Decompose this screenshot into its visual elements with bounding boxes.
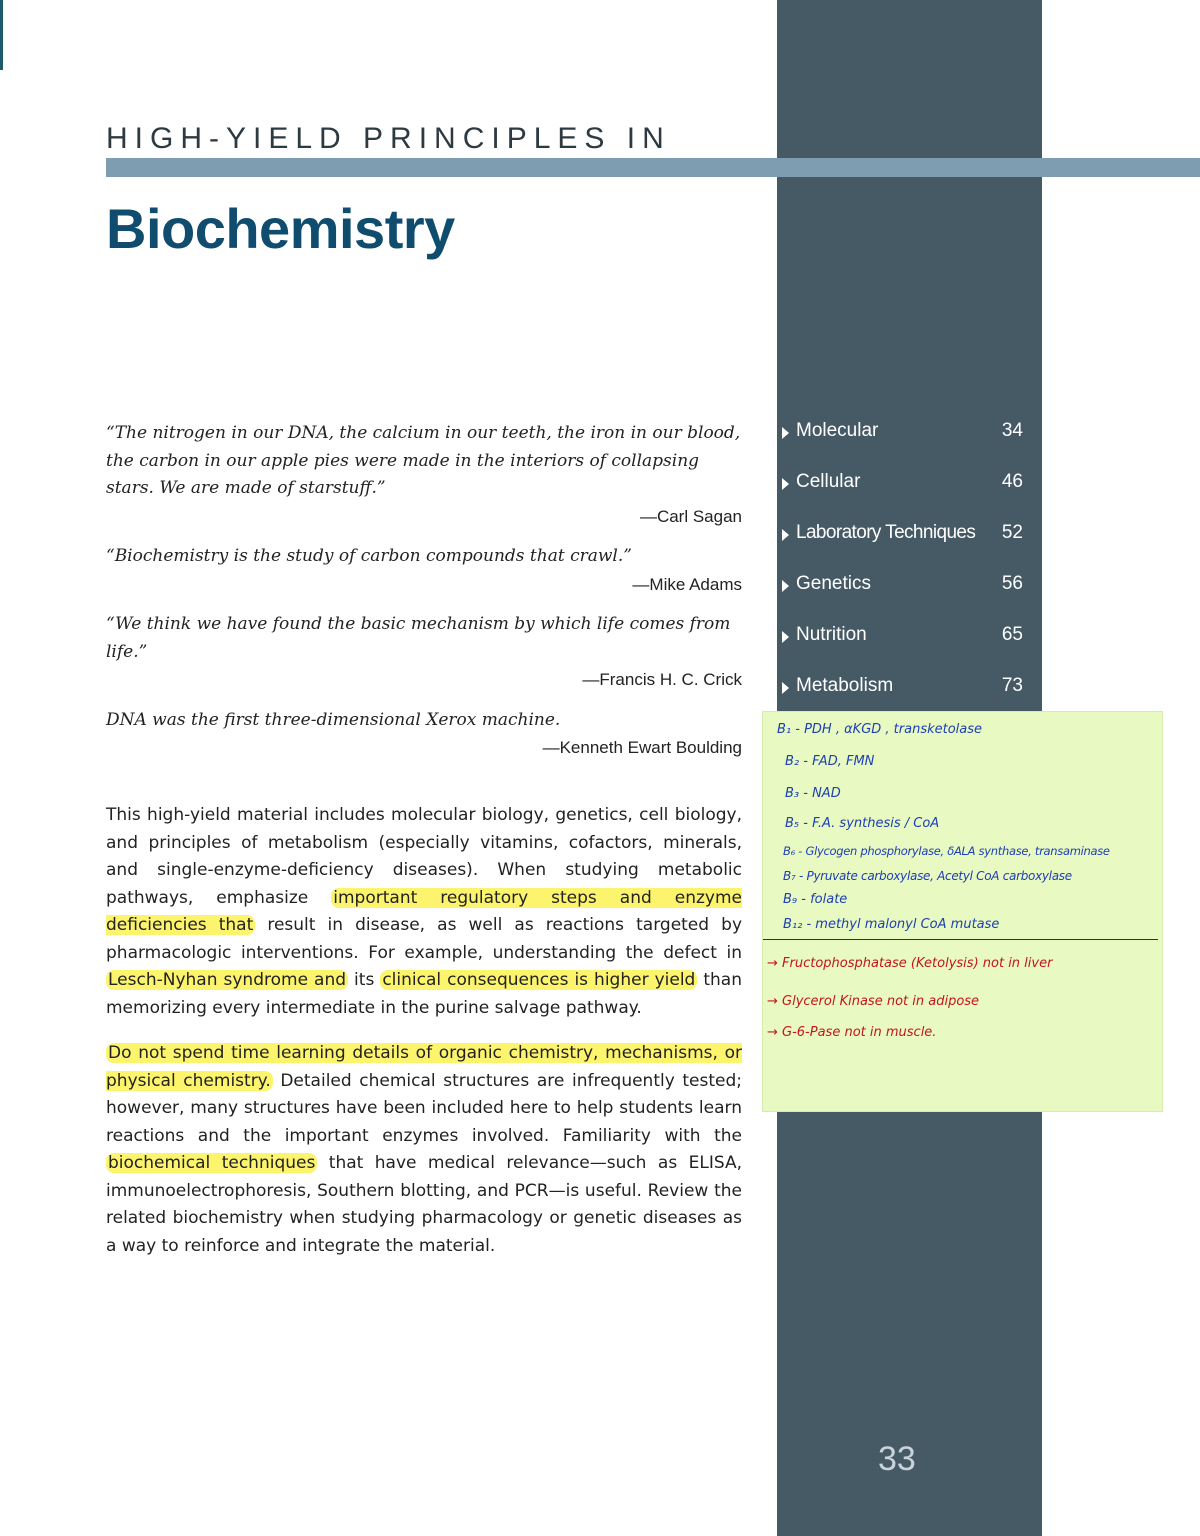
note-line: → Fructophosphatase (Ketolysis) not in liver [767, 956, 1053, 971]
toc-item-nutrition[interactable] [782, 624, 1027, 675]
quote-author: —Mike Adams [632, 574, 742, 594]
section-kicker: HIGH-YIELD PRINCIPLES IN [106, 122, 671, 155]
toc-label: Nutrition [796, 624, 867, 645]
quote-author: —Francis H. C. Crick [582, 670, 742, 689]
note-line: B₇ - Pyruvate carboxylase, Acetyl CoA carboxylase [783, 869, 1072, 883]
header-rule [106, 158, 1200, 177]
note-line: B₁₂ - methyl malonyl CoA mutase [783, 917, 1000, 932]
toc-item-laboratory-techniques[interactable] [782, 522, 1027, 573]
sticky-note[interactable] [762, 711, 1163, 1112]
note-line: → Glycerol Kinase not in adipose [767, 994, 980, 1009]
quote-text: “The nitrogen in our DNA, the calcium in our teeth, the iron in our blood, the carbon in our apple pies were made in the interiors of collapsing stars. We are made of starstuff.” [106, 423, 741, 498]
toc-label: Genetics [796, 573, 871, 594]
intro-body [106, 802, 742, 1278]
intro-paragraph-1 [106, 802, 742, 1022]
triangle-right-icon [782, 478, 789, 490]
highlight: biochemical techniques [108, 1153, 316, 1173]
toc-page: 34 [1001, 420, 1023, 441]
triangle-right-icon [782, 682, 789, 694]
note-divider [763, 939, 1158, 940]
toc-label: Cellular [796, 471, 861, 492]
note-line: B₆ - Glycogen phosphorylase, δALA synthase, transaminase [783, 844, 1110, 858]
text-run: This high-yield material includes molecular biology, genetics, cell biology, and principles of metabolism (especially vitamins, cofactors, minerals, and single-enzyme-deficiency diseases). When studying metabolic pathways, emphasize [106, 805, 742, 908]
page-number: 33 [878, 1440, 916, 1478]
quote-author: —Kenneth Ewart Boulding [542, 738, 742, 757]
triangle-right-icon [782, 631, 789, 643]
note-line: B₉ - folate [783, 892, 848, 907]
quote-text: “We think we have found the basic mechanism by which life comes from life.” [106, 614, 731, 662]
toc-item-molecular[interactable] [782, 420, 1027, 471]
toc-page: 65 [1001, 624, 1023, 645]
intro-paragraph-2 [106, 1040, 742, 1260]
toc-page: 46 [1001, 471, 1023, 492]
page-title: Biochemistry [106, 197, 455, 260]
highlight: clinical consequences is higher yield [382, 970, 696, 990]
quote-text: “Biochemistry is the study of carbon compounds that crawl.” [106, 546, 632, 566]
text-run: that have medical relevance—such as ELISA, immunoelectrophoresis, Southern blotting, and PCR—is useful. Review the related biochemistry when studying pharmacology or genetic diseases as a way to reinforce and integrate the material. [106, 1153, 742, 1256]
toc-page: 56 [1001, 573, 1023, 594]
toc-label: Molecular [796, 420, 879, 441]
quote-author: —Carl Sagan [639, 506, 742, 526]
highlight: important regulatory steps and enzyme deficiencies that [106, 887, 742, 935]
toc-label: Laboratory Techniques [796, 522, 976, 543]
text-run: result in disease, as well as reactions targeted by pharmacologic interventions. For example, understanding the defect in [106, 915, 742, 963]
text-run: Detailed chemical structures are infrequently tested; however, many structures have been included here to help students learn reactions and the important enzymes involved. Familiarity with the [106, 1070, 743, 1146]
triangle-right-icon [782, 529, 789, 541]
toc-page: 73 [1001, 675, 1023, 696]
chapter-toc [782, 420, 1027, 726]
note-line: B₅ - F.A. synthesis / CoA [785, 816, 940, 831]
toc-item-cellular[interactable] [782, 471, 1027, 522]
page-edge-mark [0, 0, 3, 70]
toc-label: Metabolism [796, 675, 894, 696]
text-run: its [348, 970, 381, 990]
triangle-right-icon [782, 580, 789, 592]
highlight: Lesch-Nyhan syndrome and [108, 970, 347, 990]
quote-text: DNA was the first three-dimensional Xerox machine. [106, 709, 561, 730]
text-run: than memorizing every intermediate in the purine salvage pathway. [106, 970, 742, 1018]
note-line: → G-6-Pase not in muscle. [767, 1025, 937, 1040]
toc-item-genetics[interactable] [782, 573, 1027, 624]
note-line: B₃ - NAD [785, 786, 841, 801]
highlight: Do not spend time learning details of organic chemistry, mechanisms, or physical chemistry. [106, 1043, 742, 1091]
note-line: B₁ - PDH , αKGD , transketolase [777, 722, 983, 737]
quotes-block [106, 420, 742, 775]
toc-page: 52 [1001, 522, 1023, 543]
note-line: B₂ - FAD, FMN [785, 754, 875, 769]
triangle-right-icon [782, 427, 789, 439]
